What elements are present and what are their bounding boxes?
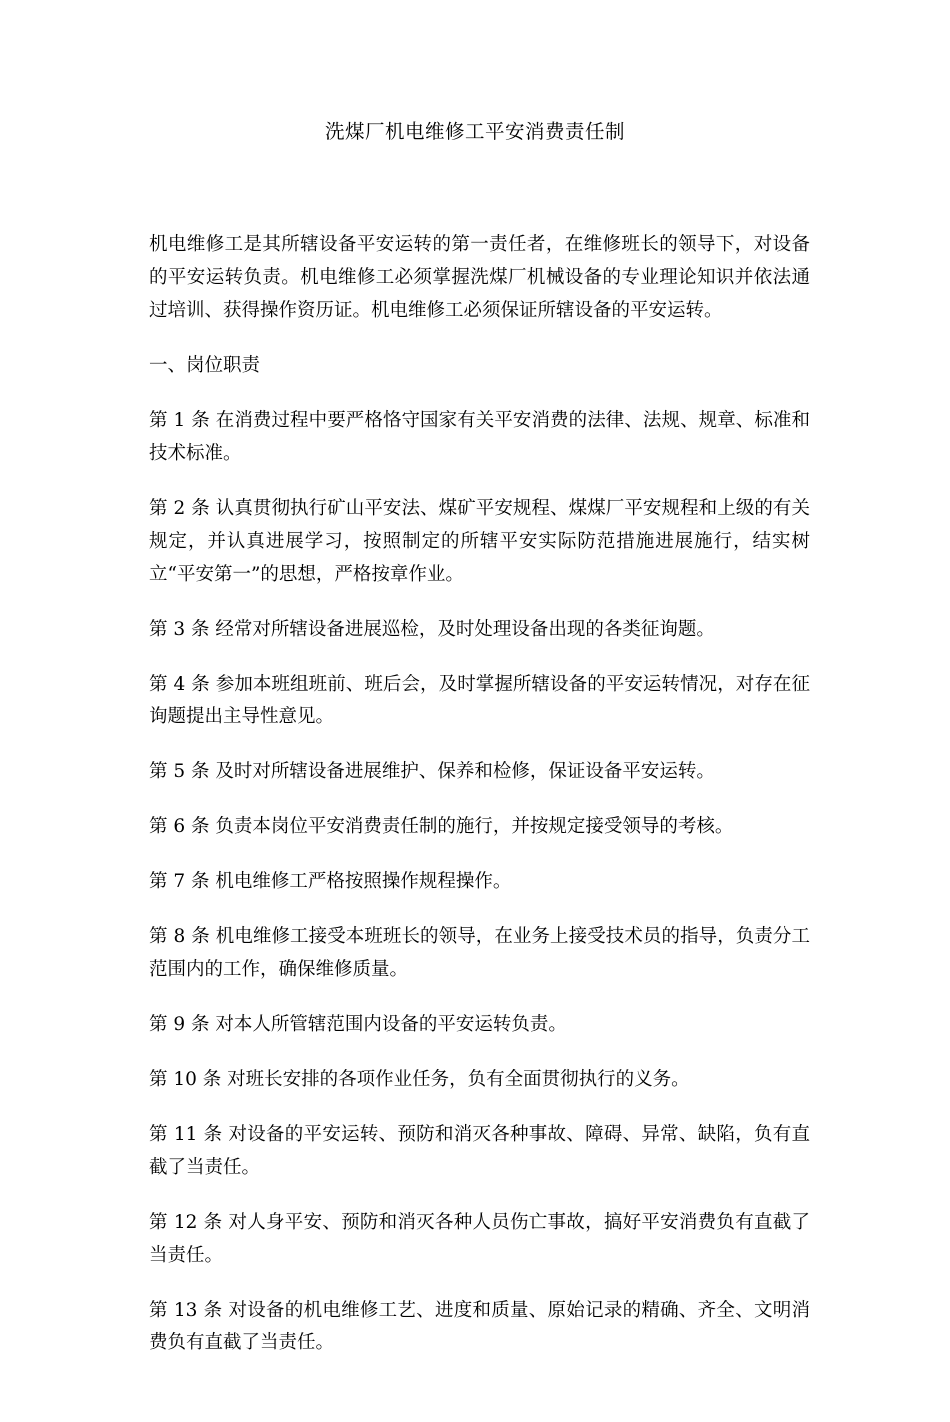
clause-paragraph: 第 8 条 机电维修工接受本班班长的领导，在业务上接受技术员的指导，负责分工范围内的工作，确保维修质量。 [149, 926, 810, 981]
clause-paragraph: 第 6 条 负责本岗位平安消费责任制的施行，并按规定接受领导的考核。 [149, 816, 734, 838]
clause-paragraph: 第 7 条 机电维修工严格按照操作规程操作。 [149, 871, 512, 893]
clause-paragraph: 第 11 条 对设备的平安运转、预防和消灭各种事故、障碍、异常、缺陷，负有直截了当责任。 [149, 1123, 810, 1178]
clause-paragraph: 第 1 条 在消费过程中要严格恪守国家有关平安消费的法律、法规、规章、标准和技术标准。 [149, 409, 810, 464]
clause-paragraph: 第 13 条 对设备的机电维修工艺、进度和质量、原始记录的精确、齐全、文明消费负有直截了当责任。 [149, 1299, 810, 1354]
page-title: 洗煤厂机电维修工平安消费责任制 [324, 120, 625, 143]
clause-paragraph: 第 9 条 对本人所管辖范围内设备的平安运转负责。 [149, 1013, 567, 1035]
clause-paragraph: 第 2 条 认真贯彻执行矿山平安法、煤矿平安规程、煤煤厂平安规程和上级的有关规定，并认真进展学习，按照制定的所辖平安实际防范措施进展施行，结实树立“平安第一”的思想，严格按章作业。 [149, 497, 810, 585]
intro-paragraph: 机电维修工是其所辖设备平安运转的第一责任者，在维修班长的领导下，对设备的平安运转负责。机电维修工必须掌握洗煤厂机械设备的专业理论知识并依法通过培训、获得操作资历证。机电维修工必须保证所辖设备的平安运转。 [149, 234, 810, 322]
clause-paragraph: 第 3 条 经常对所辖设备进展巡检，及时处理设备出现的各类征询题。 [149, 618, 715, 640]
clause-paragraph: 第 4 条 参加本班组班前、班后会，及时掌握所辖设备的平安运转情况，对存在征询题提出主导性意见。 [149, 673, 810, 728]
section-heading-duties: 一、岗位职责 [149, 355, 261, 377]
clause-paragraph: 第 10 条 对班长安排的各项作业任务，负有全面贯彻执行的义务。 [149, 1068, 690, 1090]
clause-paragraph: 第 12 条 对人身平安、预防和消灭各种人员伤亡事故，搞好平安消费负有直截了当责任。 [149, 1211, 810, 1266]
clause-paragraph: 第 5 条 及时对所辖设备进展维护、保养和检修，保证设备平安运转。 [149, 761, 715, 783]
